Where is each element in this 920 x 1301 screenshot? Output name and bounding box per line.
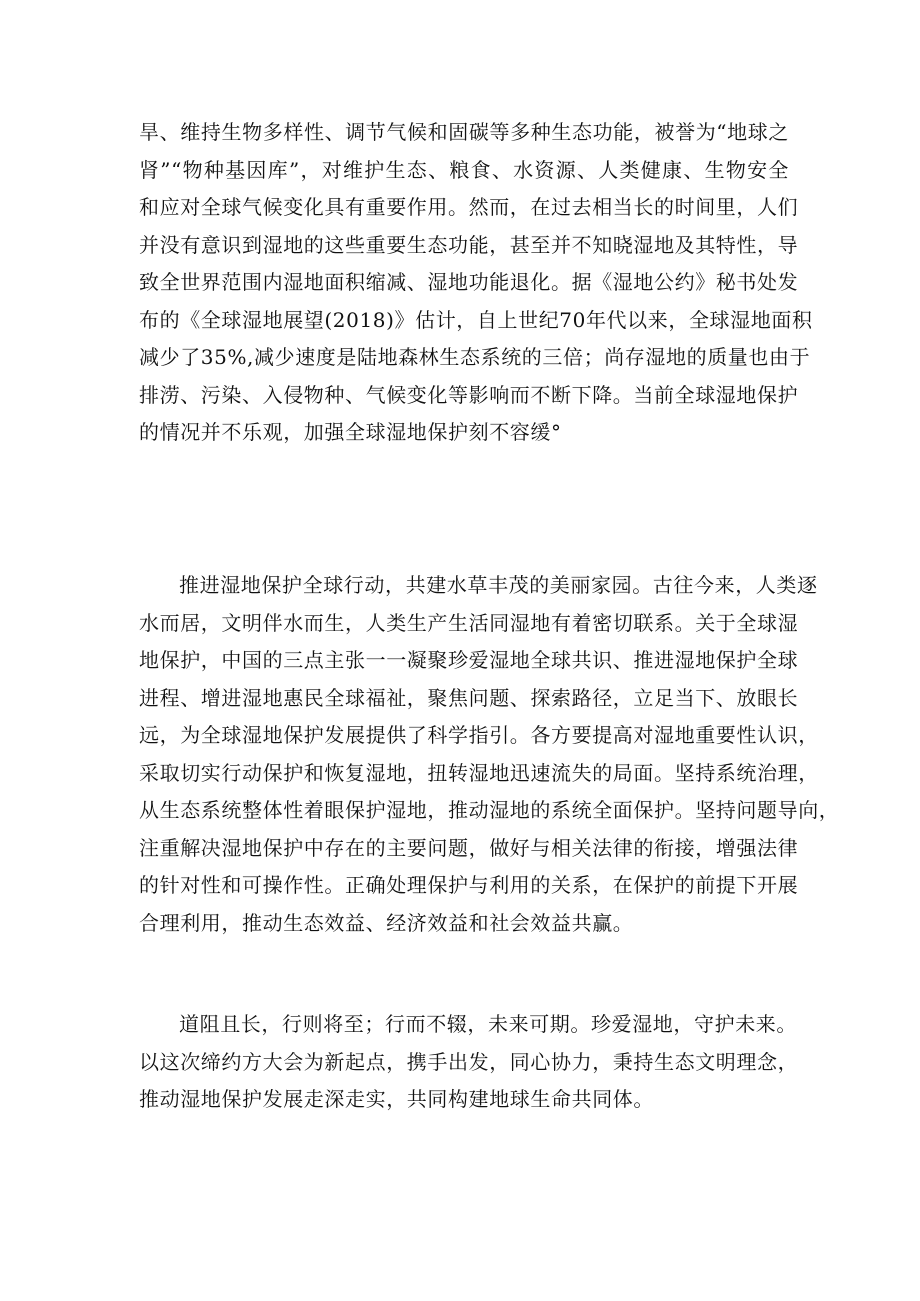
text-line: 减少了35%,减少速度是陆地森林生态系统的三倍；尚存湿地的质量也由于 [139, 345, 811, 369]
text-line: 排涝、污染、入侵物种、气候变化等影响而不断下降。当前全球湿地保护 [139, 382, 799, 407]
text-line: 采取切实行动保护和恢复湿地，扭转湿地迅速流失的局面。坚持系统治理， [139, 760, 819, 785]
text-line: 的情况并不乐观，加强全球湿地保护刻不容缓° [139, 420, 562, 444]
text-line: 和应对全球气候变化具有重要作用。然而，在过去相当长的时间里，人们 [139, 195, 799, 219]
paragraph-wetland-functions [139, 114, 813, 452]
text-line: 远，为全球湿地保护发展提供了科学指引。各方要提高对湿地重要性认识， [139, 723, 819, 747]
text-line: 并没有意识到湿地的这些重要生态功能，甚至并不知晓湿地及其特性，导 [139, 232, 799, 257]
text-line: 的针对性和可操作性。正确处理保护与利用的关系，在保护的前提下开展 [139, 873, 799, 897]
text-line: 布的《全球湿地展望(2018)》估计，自上世纪70年代以来，全球湿地面积 [139, 307, 813, 332]
text-line: 合理利用，推动生态效益、经济效益和社会效益共赢。 [139, 910, 634, 935]
paragraph-conclusion [139, 1006, 799, 1119]
text-line: 肾”“物种基因库”，对维护生态、粮食、水资源、人类健康、生物安全 [139, 157, 789, 182]
text-line: 进程、增进湿地惠民全球福祉，聚焦问题、探索路径，立足当下、放眼长 [139, 685, 799, 710]
text-line: 道阻且长，行则将至；行而不辍，未来可期。珍爱湿地，守护未来。 [179, 1012, 797, 1036]
text-line: 以这次缔约方大会为新起点，携手出发，同心协力，秉持生态文明理念， [139, 1049, 799, 1074]
text-line: 注重解决湿地保护中存在的主要问题，做好与相关法律的衔接，增强法律 [139, 835, 799, 860]
text-line: 从生态系统整体性着眼保护湿地，推动湿地的系统全面保护。坚持问题导向， [139, 798, 840, 822]
text-line: 旱、维持生物多样性、调节气候和固碳等多种生态功能，被誉为“地球之 [139, 120, 789, 144]
text-line: 地保护，中国的三点主张一一凝聚珍爱湿地全球共识、推进湿地保护全球 [139, 648, 799, 672]
text-line: 水而居，文明伴水而生，人类生产生活同湿地有着密切联系。关于全球湿 [139, 610, 799, 635]
text-line: 推动湿地保护发展走深走实，共同构建地球生命共同体。 [139, 1087, 654, 1111]
paragraph-global-action [139, 567, 840, 942]
text-line: 致全世界范围内湿地面积缩减、湿地功能退化。据《湿地公约》秘书处发 [139, 270, 799, 294]
text-line: 推进湿地保护全球行动，共建水草丰茂的美丽家园。古往今来，人类逐 [179, 573, 818, 597]
